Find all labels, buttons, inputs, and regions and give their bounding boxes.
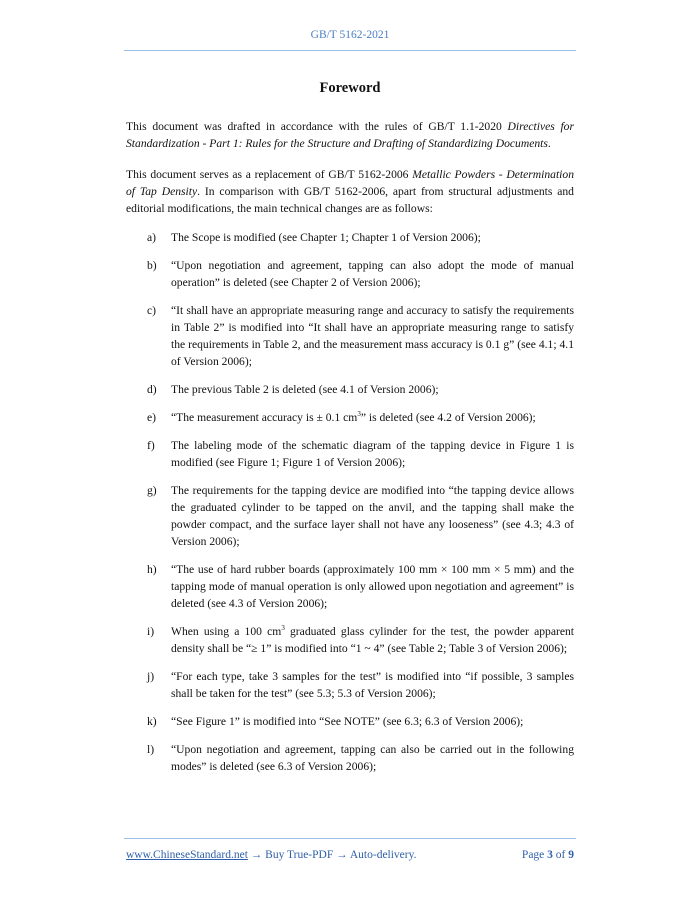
list-item <box>126 437 574 471</box>
list-item-label: a) <box>147 231 157 244</box>
list-item-text-end: graduated glass cylinder for the test, the powder apparent density shall be “≥ 1” is modified into “1 ~ 4” (see Table 2; Table 3 of Version 2006); <box>171 625 574 655</box>
list-item-text-end: ” is deleted (see 4.2 of Version 2006); <box>360 411 536 424</box>
list-item-label: d) <box>147 383 157 396</box>
intro-text: This document was drafted in accordance with the rules of GB/T 1.1-2020 <box>126 120 508 133</box>
superscript: 3 <box>281 624 285 633</box>
list-item-text: “It shall have an appropriate measuring range and accuracy to satisfy the requirements in Table 2” is modified into “It shall have an appropriate measuring range to satisfy the requirements in Table 2, and the measurement mass accuracy is 0.1 g” (see 4.1; 4.1 of Version 2006); <box>171 304 574 368</box>
list-item-label: j) <box>147 670 155 683</box>
list-item-label: g) <box>147 484 157 497</box>
running-header: GB/T 5162-2021 <box>310 29 390 41</box>
footer-divider <box>124 838 576 839</box>
of-word: of <box>555 849 566 861</box>
list-item <box>126 381 574 398</box>
list-item <box>126 623 574 657</box>
changes-list <box>126 229 574 775</box>
list-item-label: c) <box>147 304 157 317</box>
superscript: 3 <box>357 410 361 419</box>
delivery-text: Auto-delivery. <box>349 849 417 861</box>
list-item-label: b) <box>147 259 157 272</box>
list-item <box>126 257 574 291</box>
total-pages: 9 <box>568 849 574 861</box>
list-item-text: “Upon negotiation and agreement, tapping can also be carried out in the following modes” is deleted (see 6.3 of Version 2006); <box>171 743 574 773</box>
list-item-label: h) <box>147 563 157 576</box>
list-item <box>126 302 574 370</box>
list-item-text: “Upon negotiation and agreement, tapping can also adopt the mode of manual operation” is deleted (see Chapter 2 of Version 2006); <box>171 259 574 289</box>
list-item-text: “See Figure 1” is modified into “See NOTE” (see 6.3; 6.3 of Version 2006); <box>171 715 524 728</box>
page-title: Foreword <box>319 80 381 96</box>
replacement-paragraph <box>126 166 574 217</box>
arrow-icon: → <box>333 849 350 861</box>
list-item-text: The requirements for the tapping device are modified into “the tapping device allows the graduated cylinder to be tapped on the anvil, and the tapping shall make the powder compact, and the surface layer shall not have any looseness” (see 4.3; 4.3 of Version 2006); <box>171 484 574 548</box>
page-number <box>522 849 574 861</box>
list-item-label: i) <box>147 625 155 638</box>
list-item-text <box>171 409 574 426</box>
list-item <box>126 229 574 246</box>
replacement-text: This document serves as a replacement of GB/T 5162-2006 <box>126 168 413 181</box>
list-item-label: k) <box>147 715 157 728</box>
list-item <box>126 741 574 775</box>
list-item-text: The previous Table 2 is deleted (see 4.1 of Version 2006); <box>171 383 439 396</box>
intro-italic-title: Directives for Standardization - Part 1: Rules for the Structure and Drafting of Standardizing Documents <box>126 120 574 150</box>
list-item <box>126 409 574 426</box>
list-item <box>126 668 574 702</box>
list-item-text: The Scope is modified (see Chapter 1; Chapter 1 of Version 2006); <box>171 231 481 244</box>
current-page: 3 <box>547 849 553 861</box>
intro-paragraph <box>126 118 574 152</box>
header-divider <box>124 50 576 51</box>
footer-promo <box>126 849 417 861</box>
list-item-text <box>171 623 574 657</box>
buy-text: Buy True-PDF <box>265 849 334 861</box>
list-item-text: The labeling mode of the schematic diagram of the tapping device in Figure 1 is modified (see Figure 1; Figure 1 of Version 2006); <box>171 439 574 469</box>
list-item <box>126 561 574 612</box>
document-body <box>126 118 574 786</box>
page-word: Page <box>521 849 545 861</box>
replacement-text-end: . In comparison with GB/T 5162-2006, apart from structural adjustments and editorial modifications, the main technical changes are as follows: <box>126 185 574 215</box>
list-item <box>126 713 574 730</box>
list-item-text: “The use of hard rubber boards (approximately 100 mm × 100 mm × 5 mm) and the tapping mode of manual operation is only allowed upon negotiation and agreement” is deleted (see 4.3 of Version 2006); <box>171 563 574 610</box>
list-item-text-start: When using a 100 cm <box>171 625 282 638</box>
list-item-label: e) <box>147 411 157 424</box>
list-item-text-start: “The measurement accuracy is ± 0.1 cm <box>171 411 358 424</box>
list-item-label: l) <box>147 743 155 756</box>
list-item-text: “For each type, take 3 samples for the test” is modified into “if possible, 3 samples shall be taken for the test” (see 5.3; 5.3 of Version 2006); <box>171 670 574 700</box>
replacement-italic-title: Metallic Powders - Determination of Tap Density <box>126 168 574 198</box>
arrow-icon: → <box>247 849 266 861</box>
list-item-label: f) <box>147 439 155 452</box>
list-item <box>126 482 574 550</box>
intro-text-end: . <box>547 137 551 150</box>
website-link[interactable]: www.ChineseStandard.net <box>126 849 248 861</box>
